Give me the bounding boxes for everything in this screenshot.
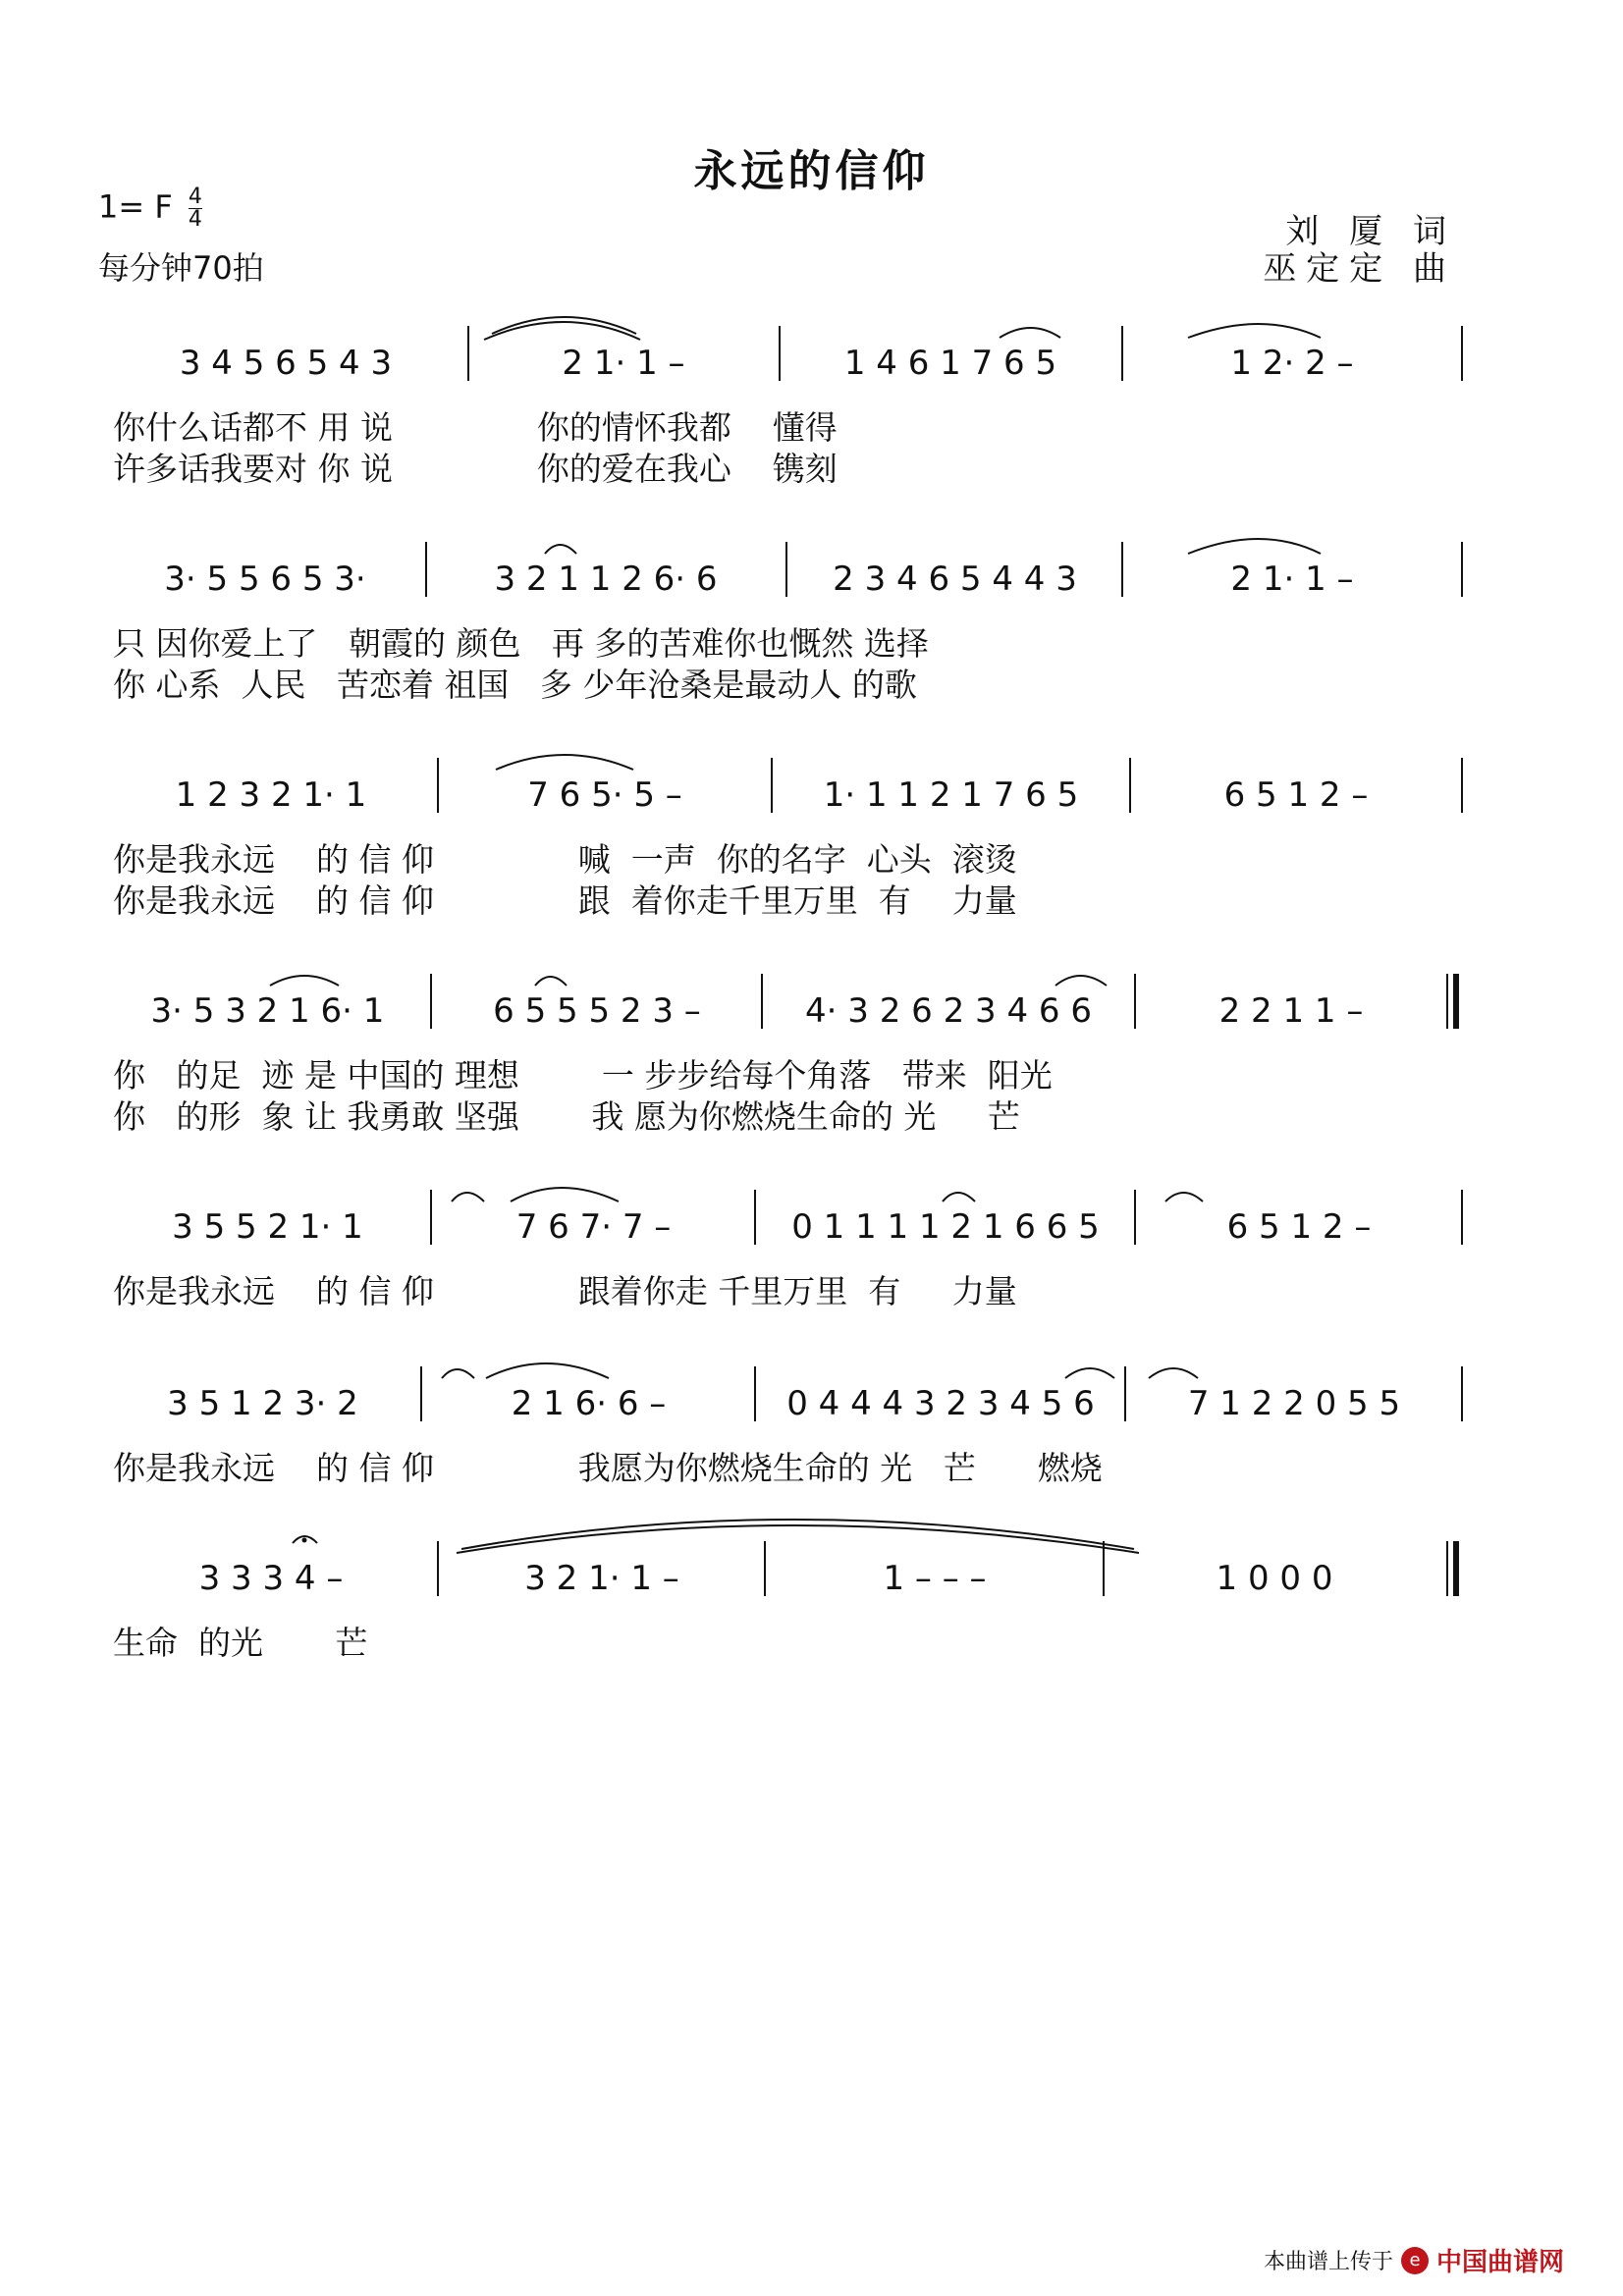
barline (1461, 542, 1463, 597)
footer-text: 本曲谱上传于 (1263, 2250, 1393, 2274)
measure: 7 6 7· 7 – (515, 1207, 672, 1247)
measure: 6 5 1 2 – (1223, 775, 1369, 815)
lyric-line: 生命 的光 芒 (113, 1624, 368, 1662)
key-signature (98, 187, 202, 231)
barline (1103, 1541, 1105, 1596)
tempo-marking: 每分钟70拍 (98, 249, 264, 287)
barline (761, 974, 763, 1029)
lyric-line: 只 因你爱上了 朝霞的 颜色 再 多的苦难你也慨然 选择 (113, 624, 929, 663)
lyric-line: 你 心系 人民 苦恋着 祖国 多 少年沧桑是最动人 的歌 (113, 666, 917, 704)
measure: 2 1· 1 – (562, 344, 685, 383)
barline (420, 1366, 422, 1421)
barline (1461, 1190, 1463, 1245)
barline (1461, 326, 1463, 381)
barline (754, 1190, 756, 1245)
lyric-line: 你是我永远 的 信 仰 跟着你走 千里万里 有 力量 (113, 1272, 1017, 1310)
lyric-line: 你 的形 象 让 我勇敢 坚强 我 愿为你燃烧生命的 光 芒 (113, 1097, 1020, 1136)
lyric-line: 你是我永远 的 信 仰 喊 一声 你的名字 心头 滚烫 (113, 840, 1017, 879)
key-label: 1= F (98, 187, 173, 226)
barline (1461, 1366, 1463, 1421)
barline (1124, 1366, 1126, 1421)
barline (1134, 1190, 1136, 1245)
repeat-end-barline (1446, 974, 1460, 1029)
lyric-line: 你是我永远 的 信 仰 跟 着你走千里万里 有 力量 (113, 881, 1017, 920)
barline (764, 1541, 766, 1596)
measure: 1 4 6 1 7 6 5 (843, 344, 1057, 383)
measure: 3 3 3 4 – (198, 1559, 344, 1598)
measure: 2 3 4 6 5 4 4 3 (833, 560, 1077, 599)
lyric-line: 许多话我要对 你 说 你的爱在我心 镌刻 (113, 450, 838, 488)
site-name: 中国曲谱网 (1435, 2248, 1564, 2277)
measure: 1 0 0 0 (1216, 1559, 1333, 1598)
barline (430, 974, 432, 1029)
barline (425, 542, 427, 597)
barline (754, 1366, 756, 1421)
barline (1121, 542, 1123, 597)
measure: 3 2 1 1 2 6· 6 (494, 560, 718, 599)
measure: 1 2· 2 – (1230, 344, 1354, 383)
barline (785, 542, 787, 597)
barline (1461, 758, 1463, 813)
measure: 1 2 3 2 1· 1 (175, 775, 367, 815)
final-barline (1446, 1541, 1460, 1596)
measure: 4· 3 2 6 2 3 4 6 6 (805, 991, 1092, 1031)
time-sig-bottom: 4 (188, 207, 202, 232)
measure: 7 1 2 2 0 5 5 (1187, 1384, 1401, 1423)
lyric-line: 你什么话都不 用 说 你的情怀我都 懂得 (113, 408, 838, 447)
barline (1121, 326, 1123, 381)
measure: 3 4 5 6 5 4 3 (179, 344, 393, 383)
measure: 6 5 1 2 – (1226, 1207, 1372, 1247)
barline (467, 326, 469, 381)
lyricist-credit: 刘 厦 词 (1285, 212, 1456, 251)
site-logo-icon: e (1401, 2247, 1429, 2274)
measure: 2 1· 1 – (1230, 560, 1354, 599)
measure: 3· 5 5 6 5 3· (164, 560, 366, 599)
measure: 1 – – – (883, 1559, 987, 1598)
lyric-line: 你 的足 迹 是 中国的 理想 一 步步给每个角落 带来 阳光 (113, 1056, 1053, 1095)
barline (1134, 974, 1136, 1029)
time-signature (189, 187, 202, 231)
measure: 7 6 5· 5 – (527, 775, 682, 815)
measure: 3 2 1· 1 – (524, 1559, 679, 1598)
measure: 1· 1 1 2 1 7 6 5 (823, 775, 1079, 815)
footer-watermark (1264, 2242, 1564, 2278)
barline (430, 1190, 432, 1245)
composer-credit: 巫定定 曲 (1263, 249, 1456, 289)
measure: 0 1 1 1 1 2 1 6 6 5 (791, 1207, 1100, 1247)
song-title: 永远的信仰 (693, 146, 930, 196)
measure: 3 5 5 2 1· 1 (172, 1207, 363, 1247)
lyric-line: 你是我永远 的 信 仰 我愿为你燃烧生命的 光 芒 燃烧 (113, 1449, 1103, 1487)
barline (437, 758, 439, 813)
measure: 2 2 1 1 – (1218, 991, 1364, 1031)
measure: 3· 5 3 2 1 6· 1 (150, 991, 385, 1031)
barline (1129, 758, 1131, 813)
time-sig-top: 4 (188, 185, 202, 209)
measure: 2 1 6· 6 – (511, 1384, 667, 1423)
measure: 6 5 5 5 2 3 – (493, 991, 701, 1031)
barline (779, 326, 781, 381)
measure: 0 4 4 4 3 2 3 4 5 6 (786, 1384, 1095, 1423)
barline (437, 1541, 439, 1596)
barline (771, 758, 773, 813)
measure: 3 5 1 2 3· 2 (167, 1384, 358, 1423)
